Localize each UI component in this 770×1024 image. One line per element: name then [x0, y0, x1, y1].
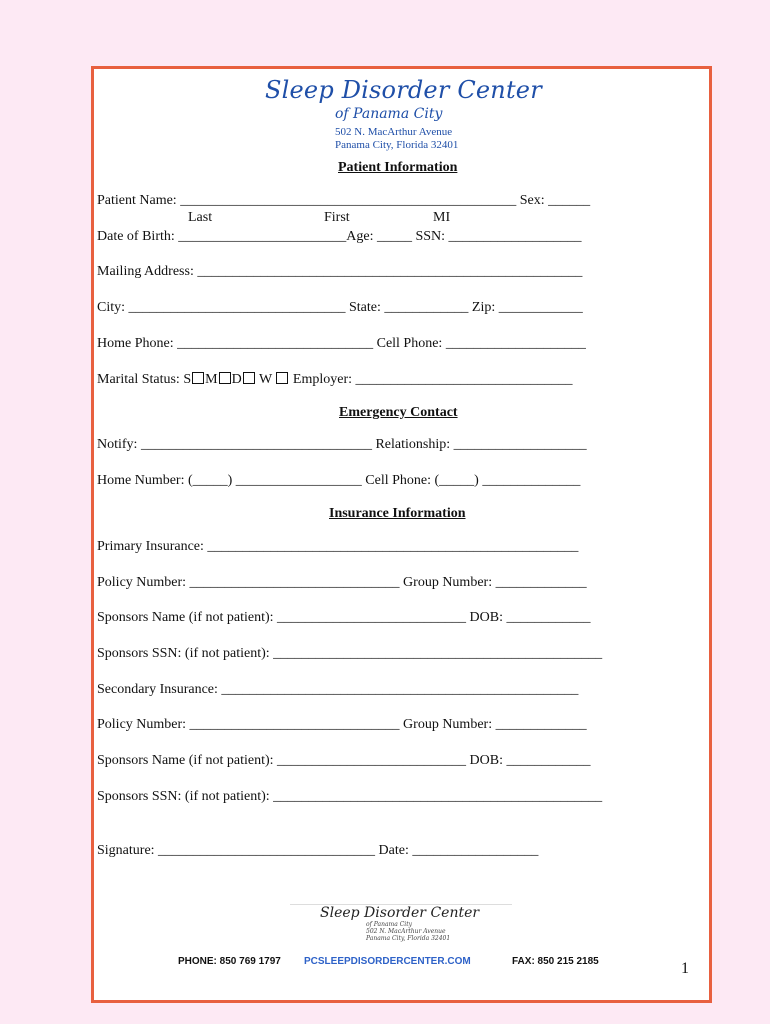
signature-date-field[interactable]: Signature: _______________________________ Date: __________________: [97, 843, 539, 858]
secondary-sponsor-name-field[interactable]: Sponsors Name (if not patient): ___________________________ DOB: ____________: [97, 753, 591, 768]
footer-logo-address-1: 502 N. MacArthur Avenue: [366, 928, 446, 935]
footer-phone: PHONE: 850 769 1797: [178, 956, 281, 967]
primary-sponsor-name-field[interactable]: Sponsors Name (if not patient): ___________________________ DOB: ____________: [97, 610, 591, 625]
primary-insurance-field[interactable]: Primary Insurance: _____________________________________________________: [97, 539, 579, 554]
patient-name-field[interactable]: Patient Name: ________________________________________________ Sex: ______: [97, 193, 591, 208]
widowed-label: W: [255, 372, 272, 387]
footer-logo-sub: of Panama City: [366, 921, 413, 928]
footer-website-link[interactable]: PCSLEEPDISORDERCENTER.COM: [304, 956, 471, 967]
dob-age-ssn-field[interactable]: Date of Birth: ________________________Age: _____ SSN: ___________________: [97, 229, 582, 244]
secondary-sponsor-ssn-field[interactable]: Sponsors SSN: (if not patient): _______________________________________________: [97, 789, 603, 804]
employer-field[interactable]: Employer: _______________________________: [289, 372, 573, 387]
secondary-policy-group-field[interactable]: Policy Number: ______________________________ Group Number: _____________: [97, 717, 587, 732]
logo-address-2: Panama City, Florida 32401: [335, 139, 459, 151]
primary-sponsor-ssn-field[interactable]: Sponsors SSN: (if not patient): _______________________________________________: [97, 646, 603, 661]
married-label: M: [205, 372, 218, 387]
first-name-label: First: [324, 210, 350, 225]
married-checkbox[interactable]: [219, 372, 231, 384]
logo-sub: of Panama City: [335, 106, 443, 122]
divorced-checkbox[interactable]: [243, 372, 255, 384]
phone-field[interactable]: Home Phone: ____________________________ Cell Phone: ____________________: [97, 336, 586, 351]
footer-logo-address-2: Panama City, Florida 32401: [366, 935, 451, 942]
footer-logo: [290, 904, 512, 943]
marital-status-label: Marital Status: S: [97, 372, 192, 387]
notify-relationship-field[interactable]: Notify: _________________________________ Relationship: ___________________: [97, 437, 587, 452]
mi-label: MI: [433, 210, 451, 225]
divorced-label: D: [231, 372, 242, 387]
widowed-checkbox[interactable]: [276, 372, 288, 384]
page-number: 1: [681, 960, 689, 977]
primary-policy-group-field[interactable]: Policy Number: ______________________________ Group Number: _____________: [97, 575, 587, 590]
secondary-insurance-field[interactable]: Secondary Insurance: ___________________________________________________: [97, 682, 579, 697]
footer-logo-brand: Sleep Disorder Center: [320, 905, 480, 921]
mailing-address-field[interactable]: Mailing Address: _______________________________________________________: [97, 264, 583, 279]
city-state-zip-field[interactable]: City: _______________________________ State: ____________ Zip: ____________: [97, 300, 583, 315]
last-name-label: Last: [188, 210, 213, 225]
marital-status-row: [97, 372, 573, 388]
footer-fax: FAX: 850 215 2185: [512, 956, 599, 967]
emergency-contact-heading: Emergency Contact: [339, 405, 458, 420]
emergency-numbers-field[interactable]: Home Number: (_____) __________________ Cell Phone: (_____) ______________: [97, 473, 581, 488]
single-checkbox[interactable]: [192, 372, 204, 384]
insurance-info-heading: Insurance Information: [329, 506, 466, 521]
patient-info-heading: Patient Information: [338, 160, 458, 175]
clinic-logo: [213, 72, 591, 158]
logo-brand: Sleep Disorder Center: [265, 76, 542, 104]
logo-address-1: 502 N. MacArthur Avenue: [335, 126, 453, 138]
